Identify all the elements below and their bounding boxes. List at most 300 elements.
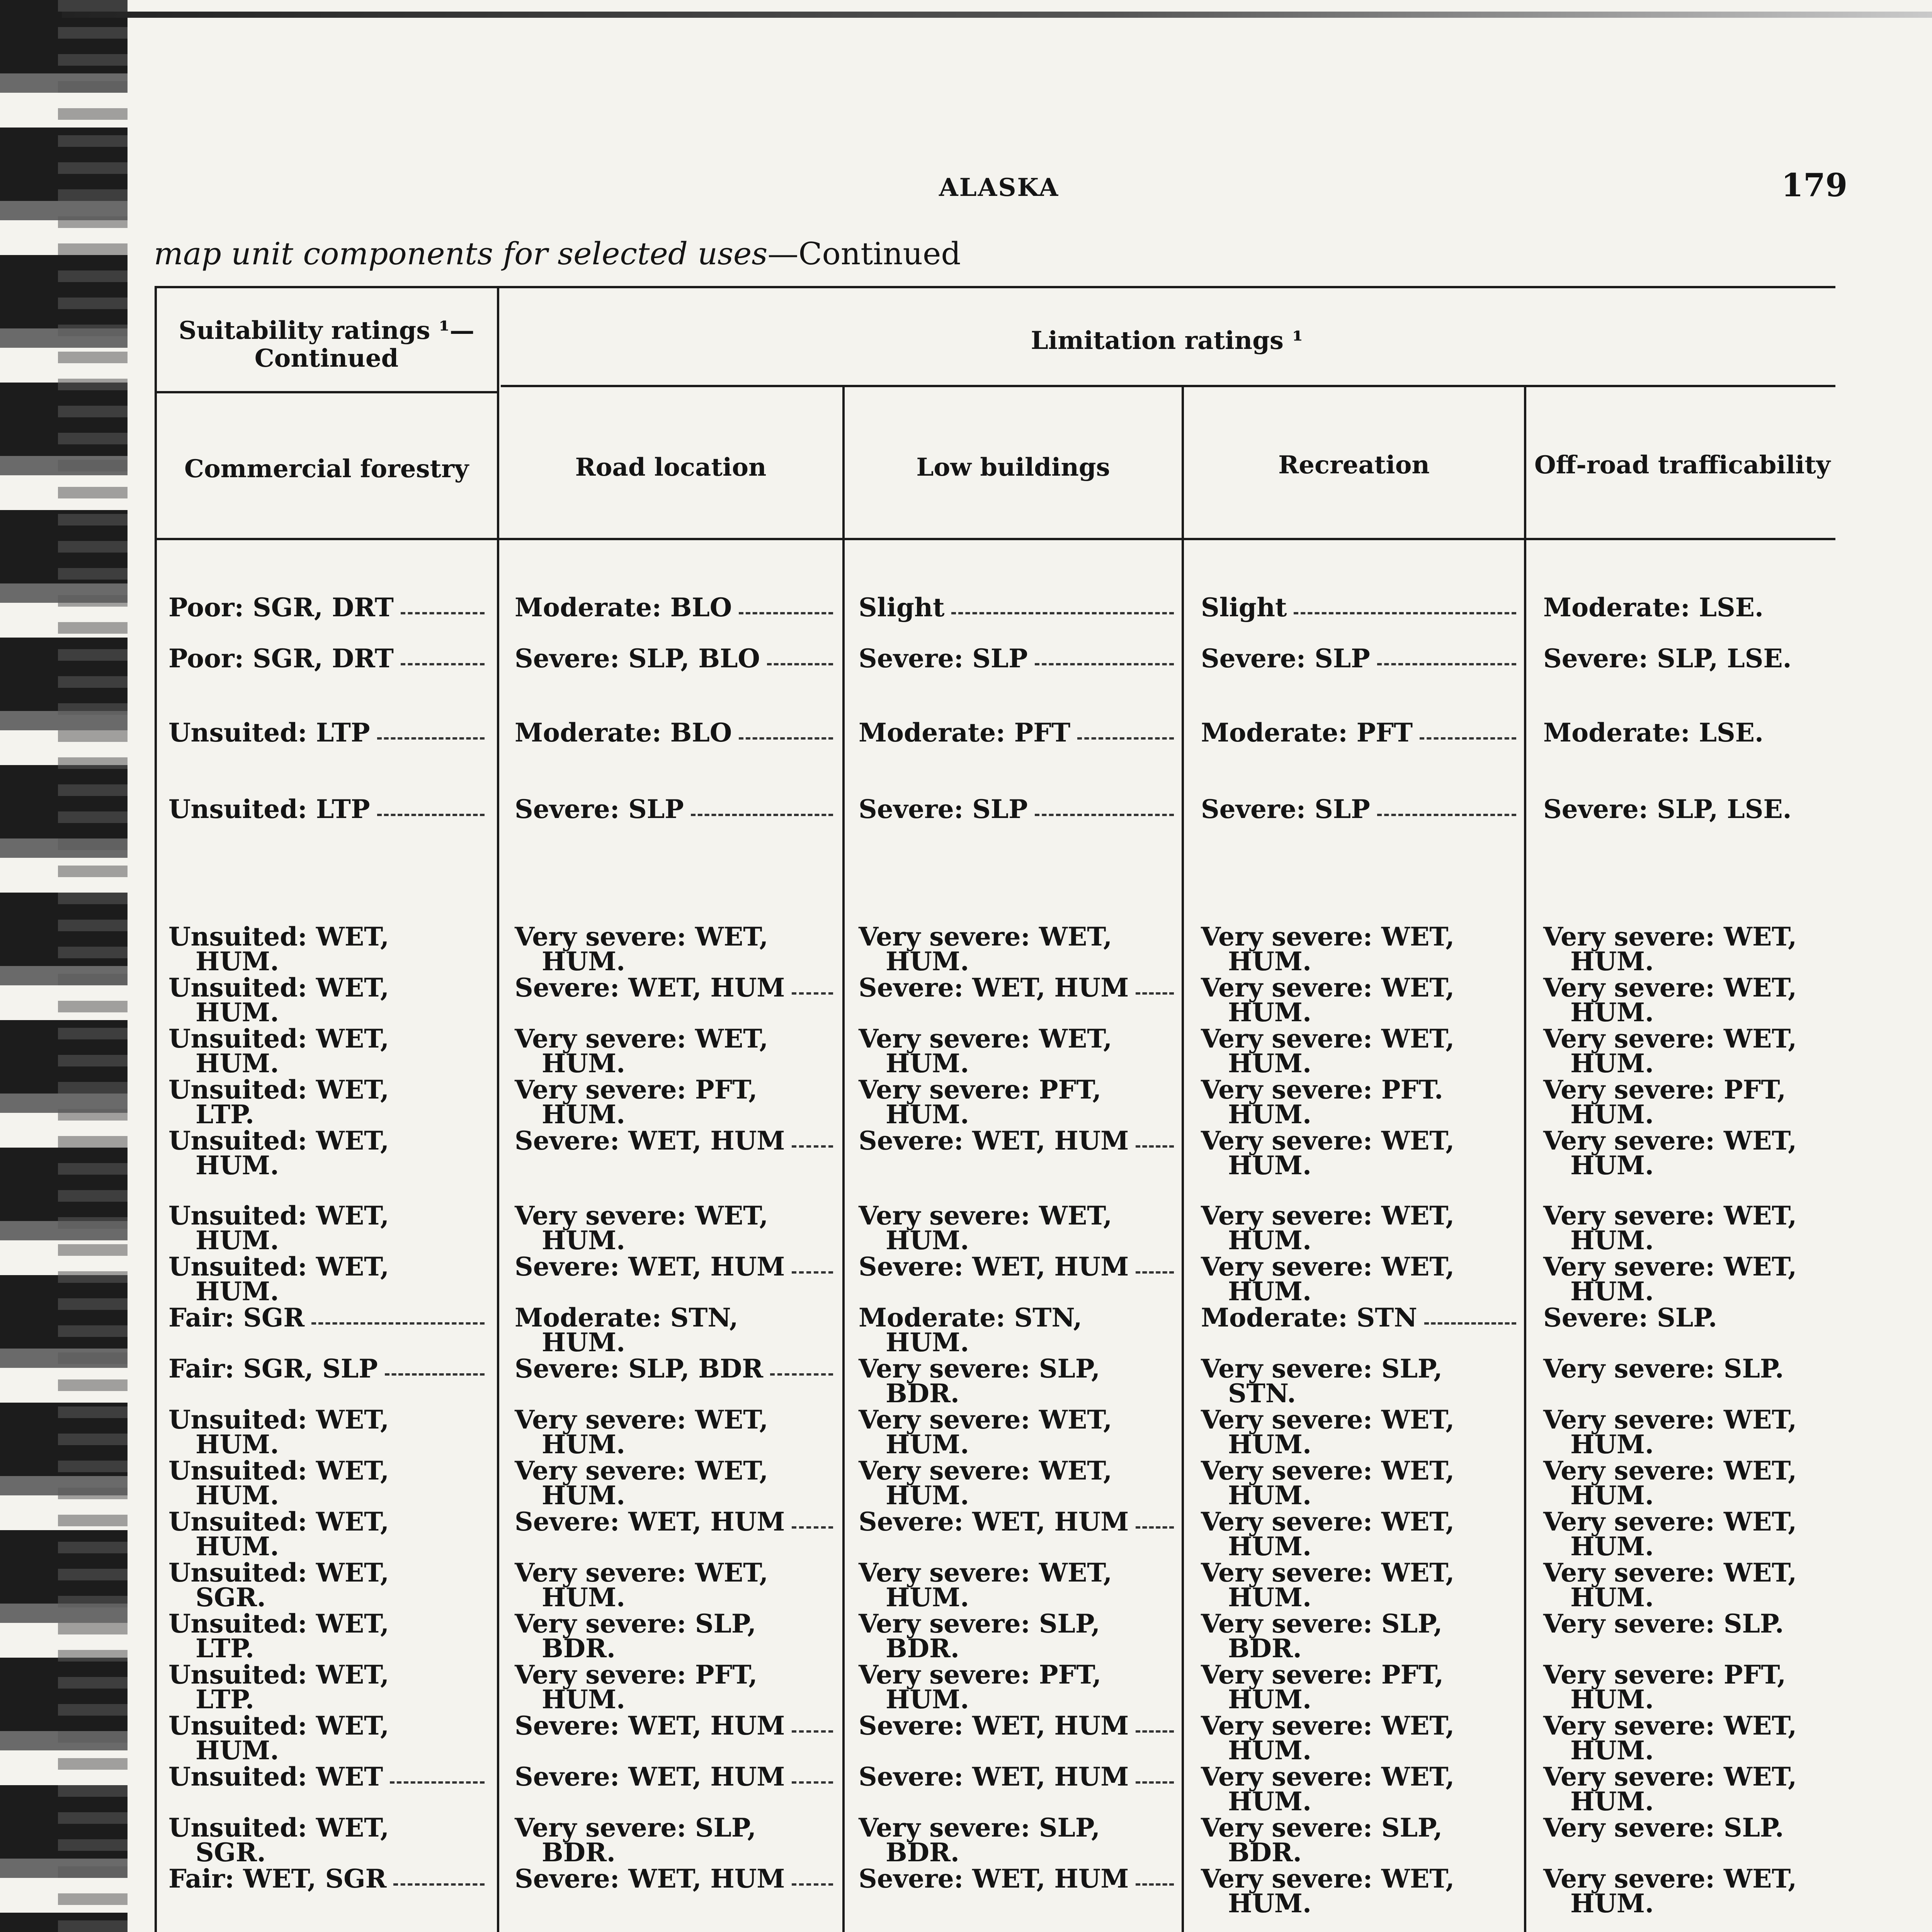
rating-line <box>515 1660 838 1690</box>
rating-continuation: HUM. <box>886 1480 969 1510</box>
cell-recreation <box>1201 1764 1521 1814</box>
rating-line <box>515 973 838 1003</box>
cell-off-road-trafficability <box>1543 1713 1837 1763</box>
rating-text: Very severe: PFT, <box>1201 1660 1444 1690</box>
header-recreation: Recreation <box>1278 451 1430 480</box>
cell-commercial-forestry <box>168 975 489 1025</box>
rating-line <box>1201 973 1521 1003</box>
rating-line <box>1543 1252 1837 1282</box>
rating-text: Unsuited: WET, <box>168 973 389 1003</box>
rating-line <box>1201 922 1521 952</box>
cell-off-road-trafficability <box>1543 1077 1837 1127</box>
rating-line <box>859 1660 1179 1690</box>
dot-leader <box>792 1128 833 1148</box>
dot-leader <box>377 720 485 740</box>
rating-line <box>515 1405 838 1435</box>
rating-line <box>168 1609 489 1639</box>
rating-continuation: HUM. <box>1228 1276 1311 1306</box>
cell-low-buildings <box>859 1077 1179 1127</box>
rating-line <box>515 1711 838 1741</box>
rating-text: Very severe: WET, <box>1201 1864 1455 1894</box>
rating-line <box>515 1864 838 1894</box>
rating-line <box>515 1609 838 1639</box>
suitability-header-line1: Suitability ratings ¹— <box>179 316 474 345</box>
rating-continuation: HUM. <box>1228 946 1311 976</box>
rating-text: Very severe: WET, <box>515 1024 769 1054</box>
cell-recreation <box>1201 1713 1521 1763</box>
cell-commercial-forestry <box>168 1713 489 1763</box>
rating-line <box>1543 1456 1837 1486</box>
rating-line <box>515 1126 838 1156</box>
dot-leader <box>401 646 485 665</box>
header-low-buildings: Low buildings <box>916 453 1110 482</box>
rating-continuation: HUM. <box>196 1480 279 1510</box>
rating-line <box>168 1354 489 1384</box>
rating-continuation: HUM. <box>886 1099 969 1129</box>
rating-continuation: HUM. <box>1570 1735 1654 1765</box>
rating-continuation: HUM. <box>1570 946 1654 976</box>
rating-line <box>1201 1456 1521 1486</box>
rating-line <box>859 1405 1179 1435</box>
rating-text: Unsuited: WET, <box>168 1507 389 1537</box>
rating-continuation: HUM. <box>542 1327 625 1357</box>
dot-leader <box>792 1254 833 1274</box>
rating-continuation: LTP. <box>196 1633 254 1663</box>
cell-low-buildings <box>859 1203 1179 1253</box>
rating-text: Fair: WET, SGR <box>168 1864 387 1894</box>
rating-text: Very severe: WET, <box>1543 922 1797 952</box>
cell-road-location <box>515 1026 838 1076</box>
rating-text: Very severe: PFT, <box>859 1660 1102 1690</box>
rating-text: Very severe: WET, <box>1543 1558 1797 1588</box>
rating-text: Severe: WET, HUM <box>515 1711 785 1741</box>
rating-text: Severe: SLP <box>1201 794 1370 824</box>
rating-text: Unsuited: WET, <box>168 1558 389 1588</box>
dot-leader <box>770 1356 833 1376</box>
rating-text: Very severe: WET, <box>1543 1201 1797 1231</box>
rating-text: Very severe: WET, <box>859 1558 1112 1588</box>
cell-road-location <box>515 1203 838 1253</box>
rating-text: Unsuited: WET, <box>168 1813 389 1843</box>
cell-low-buildings <box>859 973 1179 1003</box>
rating-continuation: HUM. <box>886 1327 969 1357</box>
rating-text: Very severe: SLP, <box>1201 1354 1443 1384</box>
cell-recreation <box>1201 592 1521 622</box>
rating-line <box>515 718 838 748</box>
rating-line <box>515 1507 838 1537</box>
rating-text: Very severe: WET, <box>1543 1456 1797 1486</box>
rating-line <box>859 1609 1179 1639</box>
cell-road-location <box>515 1126 838 1156</box>
rating-text: Severe: WET, HUM <box>859 1711 1129 1741</box>
rating-text: Very severe: WET, <box>1201 1711 1455 1741</box>
rating-continuation: HUM. <box>1228 997 1311 1027</box>
cell-commercial-forestry <box>168 1026 489 1076</box>
rating-line <box>1201 1813 1521 1843</box>
rating-line <box>1201 1405 1521 1435</box>
dot-leader <box>792 975 833 995</box>
rating-line <box>859 1507 1179 1537</box>
rating-line <box>1201 1303 1521 1333</box>
rating-continuation: HUM. <box>1228 1150 1311 1180</box>
cell-road-location <box>515 1407 838 1457</box>
rating-line <box>1543 1609 1837 1639</box>
scan-edge-noise <box>58 0 128 1932</box>
rating-line <box>1201 1075 1521 1105</box>
rating-line <box>168 1864 489 1894</box>
rating-continuation: HUM. <box>886 1582 969 1612</box>
cell-recreation <box>1201 1662 1521 1712</box>
cell-low-buildings <box>859 794 1179 824</box>
rating-line <box>859 1252 1179 1282</box>
rating-line <box>515 1762 838 1792</box>
rating-line <box>859 1558 1179 1588</box>
rating-line <box>859 592 1179 622</box>
rating-line <box>168 1252 489 1282</box>
cell-recreation <box>1201 1560 1521 1610</box>
rating-line <box>168 643 489 673</box>
rating-text: Very severe: WET, <box>1201 1507 1455 1537</box>
rating-text: Very severe: WET, <box>859 1024 1112 1054</box>
rating-text: Very severe: PFT, <box>1543 1075 1786 1105</box>
rating-line <box>515 922 838 952</box>
rating-line <box>1543 718 1837 748</box>
rating-text: Very severe: SLP, <box>1201 1813 1443 1843</box>
header-off-road-trafficability: Off-road trafficability <box>1534 451 1831 480</box>
top-scan-border <box>62 12 1932 18</box>
rating-line <box>859 1864 1179 1894</box>
cell-road-location <box>515 1252 838 1282</box>
rating-line <box>515 1558 838 1588</box>
rating-continuation: STN. <box>1228 1378 1296 1408</box>
cell-low-buildings <box>859 1662 1179 1712</box>
rating-text: Moderate: BLO <box>515 592 732 622</box>
rating-line <box>515 592 838 622</box>
rating-text: Very severe: WET, <box>515 922 769 952</box>
rating-continuation: BDR. <box>886 1633 959 1663</box>
rating-line <box>1201 592 1521 622</box>
dot-leader <box>401 595 485 614</box>
column-rule-1 <box>155 286 157 1932</box>
rating-continuation: HUM. <box>196 1276 279 1306</box>
rating-line <box>1201 643 1521 673</box>
rating-text: Very severe: WET, <box>1201 973 1455 1003</box>
rating-continuation: LTP. <box>196 1684 254 1714</box>
rating-line <box>1543 1660 1837 1690</box>
cell-road-location <box>515 1815 838 1865</box>
cell-off-road-trafficability <box>1543 1354 1837 1384</box>
rating-text: Very severe: SLP. <box>1543 1609 1784 1639</box>
rating-text: Unsuited: LTP <box>168 794 370 824</box>
rating-text: Severe: SLP, BDR <box>515 1354 764 1384</box>
dot-leader <box>1077 720 1174 740</box>
rating-text: Severe: WET, HUM <box>515 1507 785 1537</box>
rating-text: Very severe: WET, <box>1201 1762 1455 1792</box>
cell-road-location <box>515 1354 838 1384</box>
cell-recreation <box>1201 1203 1521 1253</box>
rating-line <box>1201 1762 1521 1792</box>
rating-text: Poor: SGR, DRT <box>168 643 394 673</box>
cell-off-road-trafficability <box>1543 643 1837 673</box>
rating-text: Very severe: WET, <box>1543 1252 1797 1282</box>
rating-line <box>168 1711 489 1741</box>
rating-line <box>168 1201 489 1231</box>
rating-continuation: HUM. <box>1570 1582 1654 1612</box>
rating-line <box>1201 718 1521 748</box>
dot-leader <box>1136 1509 1174 1529</box>
cell-off-road-trafficability <box>1543 1560 1837 1610</box>
dot-leader <box>390 1764 485 1784</box>
dot-leader <box>1136 1866 1174 1886</box>
rating-continuation: HUM. <box>196 1735 279 1765</box>
table-top-rule <box>155 286 1835 288</box>
rating-continuation: HUM. <box>196 946 279 976</box>
rating-text: Very severe: WET, <box>515 1201 769 1231</box>
rating-text: Very severe: WET, <box>859 1456 1112 1486</box>
page-number: 179 <box>1781 167 1848 204</box>
rating-line <box>859 1024 1179 1054</box>
cell-road-location <box>515 1077 838 1127</box>
dot-leader <box>1136 975 1174 995</box>
rating-continuation: HUM. <box>1228 1684 1311 1714</box>
rating-text: Unsuited: WET, <box>168 1201 389 1231</box>
cell-off-road-trafficability <box>1543 924 1837 974</box>
rating-line <box>1543 592 1837 622</box>
rating-continuation: HUM. <box>196 997 279 1027</box>
dot-leader <box>1294 595 1516 614</box>
rating-continuation: HUM. <box>1228 1582 1311 1612</box>
cell-commercial-forestry <box>168 1254 489 1304</box>
cell-recreation <box>1201 1026 1521 1076</box>
rating-text: Fair: SGR <box>168 1303 305 1333</box>
rating-text: Very severe: WET, <box>1201 1405 1455 1435</box>
cell-off-road-trafficability <box>1543 1662 1837 1712</box>
cell-commercial-forestry <box>168 1407 489 1457</box>
cell-commercial-forestry <box>168 794 489 824</box>
cell-commercial-forestry <box>168 924 489 974</box>
rating-text: Severe: WET, HUM <box>515 1252 785 1282</box>
cell-recreation <box>1201 1356 1521 1406</box>
cell-low-buildings <box>859 924 1179 974</box>
rating-text: Severe: WET, HUM <box>859 1252 1129 1282</box>
cell-commercial-forestry <box>168 1303 489 1333</box>
suitability-header-line2: Continued <box>254 344 399 373</box>
cell-commercial-forestry <box>168 1509 489 1559</box>
rating-line <box>859 1126 1179 1156</box>
running-head: ALASKA <box>939 173 1060 202</box>
rating-continuation: HUM. <box>196 1531 279 1561</box>
rating-text: Moderate: STN <box>1201 1303 1417 1333</box>
dot-leader <box>1377 646 1516 665</box>
rating-continuation: HUM. <box>196 1429 279 1459</box>
cell-low-buildings <box>859 1126 1179 1156</box>
rating-continuation: HUM. <box>1570 997 1654 1027</box>
subtitle-italic: map unit components for selected uses <box>154 236 768 272</box>
rating-line <box>168 1813 489 1843</box>
cell-low-buildings <box>859 1864 1179 1894</box>
rating-line <box>515 1024 838 1054</box>
rating-text: Unsuited: LTP <box>168 718 370 748</box>
rating-line <box>168 1024 489 1054</box>
rating-line <box>515 1075 838 1105</box>
dot-leader <box>739 720 833 740</box>
rating-line <box>1201 1609 1521 1639</box>
rating-line <box>859 794 1179 824</box>
rating-continuation: HUM. <box>886 1684 969 1714</box>
dot-leader <box>1420 720 1516 740</box>
dot-leader <box>393 1866 485 1886</box>
rating-text: Severe: SLP, LSE. <box>1543 643 1792 673</box>
rating-text: Unsuited: WET, <box>168 1711 389 1741</box>
cell-low-buildings <box>859 1356 1179 1406</box>
cell-commercial-forestry <box>168 1815 489 1865</box>
cell-low-buildings <box>859 1305 1179 1355</box>
rating-text: Very severe: SLP, <box>1201 1609 1443 1639</box>
rating-text: Unsuited: WET, <box>168 1024 389 1054</box>
rating-text: Very severe: PFT, <box>859 1075 1102 1105</box>
rating-text: Very severe: SLP. <box>1543 1354 1784 1384</box>
cell-commercial-forestry <box>168 1864 489 1894</box>
rating-line <box>168 1558 489 1588</box>
rating-continuation: HUM. <box>196 1150 279 1180</box>
rating-continuation: LTP. <box>196 1099 254 1129</box>
rating-continuation: HUM. <box>1570 1099 1654 1129</box>
rating-text: Severe: WET, HUM <box>859 1762 1129 1792</box>
rating-text: Very severe: WET, <box>1201 1126 1455 1156</box>
rating-continuation: HUM. <box>1570 1225 1654 1255</box>
cell-off-road-trafficability <box>1543 1609 1837 1639</box>
rating-line <box>168 973 489 1003</box>
rating-text: Very severe: SLP, <box>515 1609 757 1639</box>
cell-low-buildings <box>859 1762 1179 1792</box>
rating-line <box>1543 1558 1837 1588</box>
rating-text: Very severe: WET, <box>1201 1558 1455 1588</box>
cell-commercial-forestry <box>168 1611 489 1661</box>
rating-continuation: SGR. <box>196 1582 266 1612</box>
rating-text: Unsuited: WET, <box>168 1660 389 1690</box>
rating-text: Very severe: WET, <box>1543 1864 1797 1894</box>
rating-text: Very severe: WET, <box>1201 1252 1455 1282</box>
rating-text: Unsuited: WET, <box>168 1609 389 1639</box>
rating-continuation: HUM. <box>1228 1048 1311 1078</box>
rating-text: Unsuited: WET, <box>168 1075 389 1105</box>
rating-continuation: HUM. <box>1228 1225 1311 1255</box>
cell-road-location <box>515 794 838 824</box>
cell-commercial-forestry <box>168 643 489 673</box>
rating-line <box>168 1303 489 1333</box>
rating-line <box>859 643 1179 673</box>
cell-recreation <box>1201 1509 1521 1559</box>
rating-line <box>859 1075 1179 1105</box>
dot-leader <box>1136 1764 1174 1784</box>
rating-continuation: HUM. <box>542 1225 625 1255</box>
rating-line <box>1543 1813 1837 1843</box>
rating-text: Very severe: WET, <box>859 1405 1112 1435</box>
rating-text: Severe: SLP, BLO <box>515 643 760 673</box>
rating-text: Very severe: WET, <box>515 1558 769 1588</box>
cell-low-buildings <box>859 1026 1179 1076</box>
rating-text: Very severe: WET, <box>1201 922 1455 952</box>
header-group-rule-left <box>155 391 497 393</box>
cell-low-buildings <box>859 1458 1179 1508</box>
cell-low-buildings <box>859 1407 1179 1457</box>
rating-line <box>1201 1558 1521 1588</box>
rating-text: Moderate: STN, <box>859 1303 1082 1333</box>
rating-line <box>515 1456 838 1486</box>
rating-line <box>1201 1711 1521 1741</box>
rating-line <box>1201 1660 1521 1690</box>
cell-commercial-forestry <box>168 718 489 748</box>
rating-continuation: HUM. <box>1228 1531 1311 1561</box>
rating-text: Unsuited: WET <box>168 1762 383 1792</box>
rating-text: Very severe: WET, <box>1201 1456 1455 1486</box>
rating-line <box>1543 1864 1837 1894</box>
cell-recreation <box>1201 924 1521 974</box>
rating-line <box>168 1762 489 1792</box>
cell-road-location <box>515 592 838 622</box>
rating-text: Fair: SGR, SLP <box>168 1354 378 1384</box>
dot-leader <box>311 1305 485 1325</box>
dot-leader <box>1035 797 1174 816</box>
cell-off-road-trafficability <box>1543 1813 1837 1843</box>
cell-off-road-trafficability <box>1543 718 1837 748</box>
cell-recreation <box>1201 1254 1521 1304</box>
rating-line <box>515 1303 838 1333</box>
rating-text: Severe: WET, HUM <box>859 973 1129 1003</box>
rating-continuation: HUM. <box>1570 1150 1654 1180</box>
cell-recreation <box>1201 1077 1521 1127</box>
rating-text: Very severe: WET, <box>859 922 1112 952</box>
dot-leader <box>767 646 833 665</box>
rating-continuation: BDR. <box>542 1633 616 1663</box>
cell-off-road-trafficability <box>1543 794 1837 824</box>
rating-text: Severe: WET, HUM <box>515 1864 785 1894</box>
cell-off-road-trafficability <box>1543 1303 1837 1333</box>
rating-text: Severe: SLP <box>515 794 684 824</box>
rating-line <box>1201 1201 1521 1231</box>
header-group-rule-right <box>501 385 1835 387</box>
rating-continuation: HUM. <box>542 1480 625 1510</box>
cell-off-road-trafficability <box>1543 1026 1837 1076</box>
rating-line <box>1201 794 1521 824</box>
rating-text: Very severe: WET, <box>1201 1024 1455 1054</box>
rating-line <box>859 1762 1179 1792</box>
rating-continuation: HUM. <box>542 1582 625 1612</box>
rating-line <box>859 1813 1179 1843</box>
cell-off-road-trafficability <box>1543 1128 1837 1178</box>
cell-low-buildings <box>859 1711 1179 1741</box>
dot-leader <box>1136 1254 1174 1274</box>
rating-continuation: HUM. <box>1228 1480 1311 1510</box>
rating-line <box>1201 1024 1521 1054</box>
cell-off-road-trafficability <box>1543 1509 1837 1559</box>
header-road-location: Road location <box>575 453 767 482</box>
rating-text: Unsuited: WET, <box>168 1456 389 1486</box>
rating-line <box>1543 1201 1837 1231</box>
rating-text: Very severe: WET, <box>1543 1126 1797 1156</box>
rating-text: Severe: WET, HUM <box>515 1762 785 1792</box>
rating-line <box>168 1507 489 1537</box>
dot-leader <box>377 797 485 816</box>
rating-text: Slight <box>1201 592 1287 622</box>
dot-leader <box>739 595 833 614</box>
rating-continuation: BDR. <box>542 1837 616 1867</box>
rating-continuation: HUM. <box>1570 1786 1654 1816</box>
rating-line <box>1543 922 1837 952</box>
rating-line <box>168 718 489 748</box>
rating-continuation: HUM. <box>542 946 625 976</box>
cell-road-location <box>515 1458 838 1508</box>
